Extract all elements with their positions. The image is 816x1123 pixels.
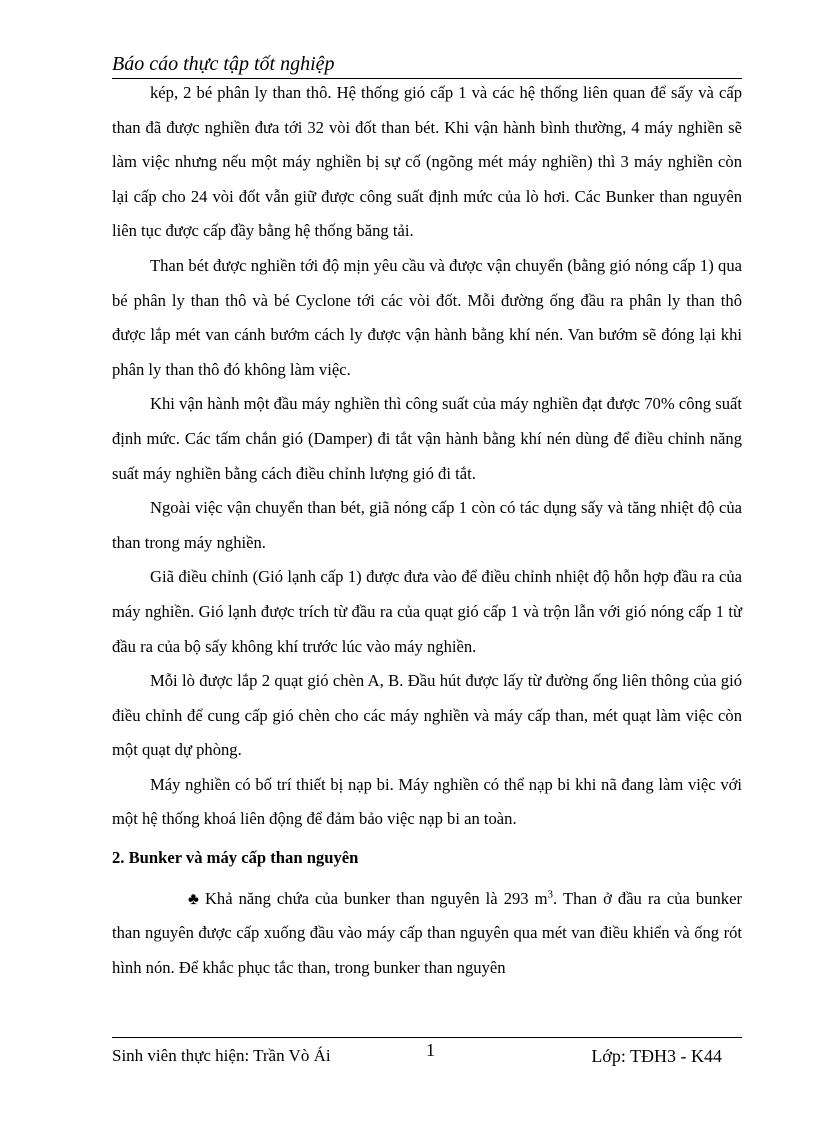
paragraph: Khi vận hành một đầu máy nghiền thì công suất của máy nghiền đạt được 70% công suất định mức. Các tấm chắn gió (Damper) đi tắt vận hành bằng khí nén dùng để điều chỉnh năng suất máy nghiền bằng cách điều chỉnh lượng gió đi tắt. bbox=[112, 394, 742, 483]
page-header bbox=[112, 50, 742, 79]
document-body bbox=[112, 76, 742, 985]
paragraph: Than bét được nghiền tới độ mịn yêu cầu và được vận chuyển (bằng gió nóng cấp 1) qua bé phân ly than thô và bé Cyclone tới các vòi đốt. Mỗi đường ống đầu ra phân ly than thô được lắp mét van cánh bướm cách ly được vận hành bằng khí nén. Van bướm sẽ đóng lại khi phân ly than thô đó không làm việc. bbox=[112, 255, 742, 379]
paragraph: Máy nghiền có bố trí thiết bị nạp bi. Máy nghiền có thể nạp bi khi nã đang làm việc với một hệ thống khoá liên động để đảm bảo việc nạp bi an toàn. bbox=[112, 774, 742, 829]
footer-class: Lớp: TĐH3 - K44 bbox=[591, 1046, 722, 1066]
page-number: 1 bbox=[426, 1040, 435, 1060]
paragraph: Ngoài việc vận chuyển than bét, giã nóng cấp 1 còn có tác dụng sấy và tăng nhiệt độ của than trong máy nghiền. bbox=[112, 498, 742, 552]
paragraph-bunker bbox=[112, 882, 742, 986]
footer-student: Sinh viên thực hiện: Trần Vò Ái bbox=[112, 1046, 331, 1065]
paragraph: Mỗi lò được lắp 2 quạt gió chèn A, B. Đầu hút được lấy từ đường ống liên thông của gió điều chỉnh để cung cấp gió chèn cho các máy nghiền và máy cấp than, mét quạt làm việc còn một quạt dự phòng. bbox=[112, 671, 742, 760]
header-title: Báo cáo thực tập tốt nghiệp bbox=[112, 53, 335, 75]
superscript: 3 bbox=[547, 888, 554, 901]
club-bullet-icon: ♣ bbox=[188, 888, 199, 908]
text-before: Khả năng chứa của bunker than nguyên là 293 m bbox=[204, 888, 548, 908]
paragraph: kép, 2 bé phân ly than thô. Hệ thống gió cấp 1 và các hệ thống liên quan để sấy và cấp than đã được nghiền đưa tới 32 vòi đốt than bét. Khi vận hành bình thường, 4 máy nghiền sẽ làm việc nhưng nếu một máy nghiền bị sự cố (ngõng mét máy nghiền) thì 3 máy nghiền còn lại cấp cho 24 vòi đốt vẫn giữ được công suất định mức của lò hơi. Các Bunker than nguyên liên tục được cấp đầy bằng hệ thống băng tải. bbox=[112, 83, 742, 241]
paragraph: Giã điều chỉnh (Gió lạnh cấp 1) được đưa vào để điều chỉnh nhiệt độ hỗn hợp đầu ra của máy nghiền. Gió lạnh được trích từ đầu ra của quạt gió cấp 1 và trộn lẫn với gió nóng cấp 1 từ đầu ra của bộ sấy không khí trước lúc vào máy nghiền. bbox=[112, 567, 742, 656]
text-after: . Than ở đầu ra của bunker than nguyên được cấp xuống đầu vào máy cấp than nguyên qua mét van điều khiển và ống rót hình nón. Để khắc phục tắc than, trong bunker than nguyên bbox=[112, 888, 742, 977]
section-heading: 2. Bunker và máy cấp than nguyên bbox=[112, 848, 359, 868]
